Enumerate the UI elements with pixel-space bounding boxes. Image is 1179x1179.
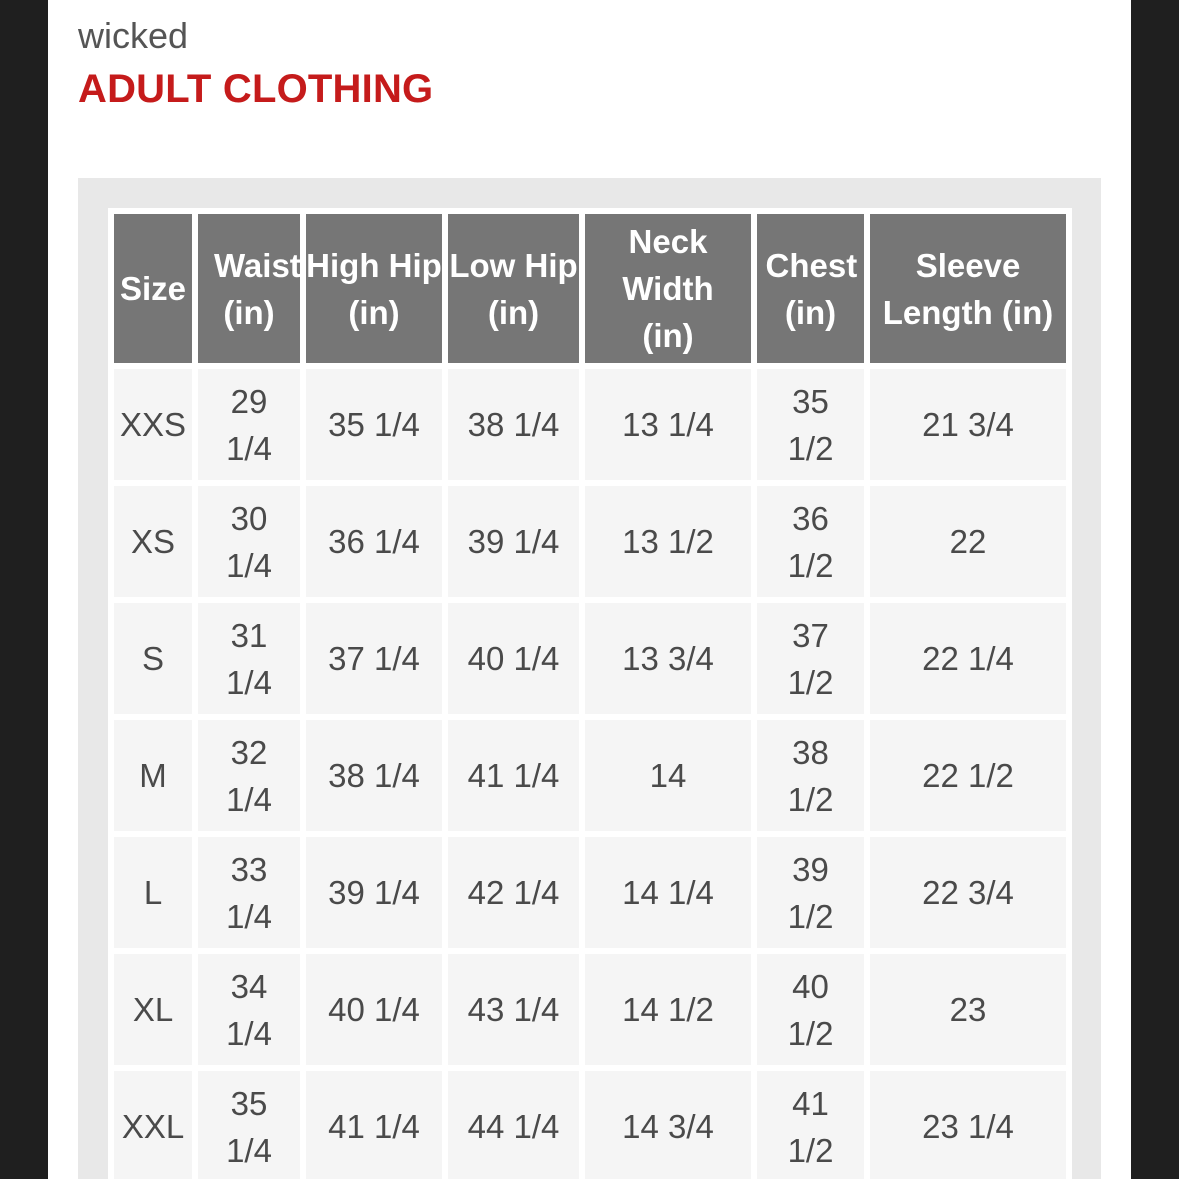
cell-chest xyxy=(757,1071,864,1179)
cell-neck-width: 14 3/4 xyxy=(585,1071,751,1179)
cell-waist-value: 29 1/4 xyxy=(226,382,272,467)
cell-waist xyxy=(198,603,300,714)
column-header-high-hip: High Hip (in) xyxy=(306,214,442,363)
cell-chest xyxy=(757,954,864,1065)
column-header-waist-label: Waist (in) xyxy=(214,246,301,331)
cell-sleeve-length: 23 1/4 xyxy=(870,1071,1066,1179)
size-chart-body xyxy=(114,369,1066,1179)
cell-sleeve-length: 22 1/2 xyxy=(870,720,1066,831)
cell-chest-value: 36 1/2 xyxy=(787,499,834,584)
table-row xyxy=(114,486,1066,597)
column-header-sleeve-length: Sleeve Length (in) xyxy=(870,214,1066,363)
cell-waist-value: 32 1/4 xyxy=(226,733,272,818)
cell-low-hip: 40 1/4 xyxy=(448,603,579,714)
table-row xyxy=(114,603,1066,714)
cell-neck-width: 14 1/2 xyxy=(585,954,751,1065)
cell-waist-value: 30 1/4 xyxy=(226,499,272,584)
table-row xyxy=(114,837,1066,948)
brand-name: wicked xyxy=(78,15,189,56)
table-row xyxy=(114,720,1066,831)
header-row xyxy=(114,214,1066,363)
page-title: ADULT CLOTHING xyxy=(78,67,434,111)
column-header-chest xyxy=(757,214,864,363)
column-header-low-hip: Low Hip (in) xyxy=(448,214,579,363)
size-chart-panel xyxy=(78,178,1101,1179)
cell-size: XL xyxy=(114,954,192,1065)
cell-size: XS xyxy=(114,486,192,597)
cell-size: XXS xyxy=(114,369,192,480)
cell-waist-value: 35 1/4 xyxy=(226,1084,272,1169)
cell-sleeve-length: 22 1/4 xyxy=(870,603,1066,714)
cell-low-hip: 42 1/4 xyxy=(448,837,579,948)
size-chart-table-wrap xyxy=(108,208,1072,1179)
cell-chest xyxy=(757,603,864,714)
cell-low-hip: 44 1/4 xyxy=(448,1071,579,1179)
cell-chest xyxy=(757,369,864,480)
cell-waist-value: 33 1/4 xyxy=(226,850,272,935)
cell-sleeve-length: 21 3/4 xyxy=(870,369,1066,480)
column-header-neck-width-label: Neck Width (in) xyxy=(622,223,714,354)
cell-neck-width: 13 1/2 xyxy=(585,486,751,597)
cell-waist-value: 31 1/4 xyxy=(226,616,272,701)
column-header-size: Size xyxy=(114,214,192,363)
cell-chest-value: 38 1/2 xyxy=(787,733,834,818)
cell-size: M xyxy=(114,720,192,831)
cell-high-hip: 35 1/4 xyxy=(306,369,442,480)
cell-high-hip: 36 1/4 xyxy=(306,486,442,597)
cell-neck-width: 14 xyxy=(585,720,751,831)
cell-high-hip: 40 1/4 xyxy=(306,954,442,1065)
cell-high-hip: 37 1/4 xyxy=(306,603,442,714)
cell-low-hip: 41 1/4 xyxy=(448,720,579,831)
cell-chest xyxy=(757,720,864,831)
cell-chest xyxy=(757,837,864,948)
cell-waist xyxy=(198,954,300,1065)
column-header-waist xyxy=(198,214,300,363)
column-header-chest-label: Chest (in) xyxy=(765,246,858,331)
cell-waist xyxy=(198,837,300,948)
cell-waist xyxy=(198,369,300,480)
cell-chest-value: 39 1/2 xyxy=(787,850,834,935)
page xyxy=(48,0,1131,1179)
cell-size: L xyxy=(114,837,192,948)
cell-neck-width: 14 1/4 xyxy=(585,837,751,948)
cell-neck-width: 13 1/4 xyxy=(585,369,751,480)
cell-chest-value: 40 1/2 xyxy=(787,967,834,1052)
cell-sleeve-length: 22 3/4 xyxy=(870,837,1066,948)
cell-chest-value: 37 1/2 xyxy=(787,616,834,701)
cell-low-hip: 43 1/4 xyxy=(448,954,579,1065)
cell-high-hip: 41 1/4 xyxy=(306,1071,442,1179)
cell-low-hip: 38 1/4 xyxy=(448,369,579,480)
column-header-neck-width xyxy=(585,214,751,363)
cell-sleeve-length: 22 xyxy=(870,486,1066,597)
cell-size: S xyxy=(114,603,192,714)
cell-low-hip: 39 1/4 xyxy=(448,486,579,597)
cell-neck-width: 13 3/4 xyxy=(585,603,751,714)
cell-size: XXL xyxy=(114,1071,192,1179)
table-row xyxy=(114,954,1066,1065)
cell-waist-value: 34 1/4 xyxy=(226,967,272,1052)
cell-waist xyxy=(198,486,300,597)
table-row xyxy=(114,1071,1066,1179)
cell-high-hip: 38 1/4 xyxy=(306,720,442,831)
cell-chest-value: 41 1/2 xyxy=(787,1084,834,1169)
cell-high-hip: 39 1/4 xyxy=(306,837,442,948)
cell-waist xyxy=(198,1071,300,1179)
cell-sleeve-length: 23 xyxy=(870,954,1066,1065)
table-row xyxy=(114,369,1066,480)
size-chart-table xyxy=(108,208,1072,1179)
cell-chest xyxy=(757,486,864,597)
cell-waist xyxy=(198,720,300,831)
cell-chest-value: 35 1/2 xyxy=(787,382,834,467)
